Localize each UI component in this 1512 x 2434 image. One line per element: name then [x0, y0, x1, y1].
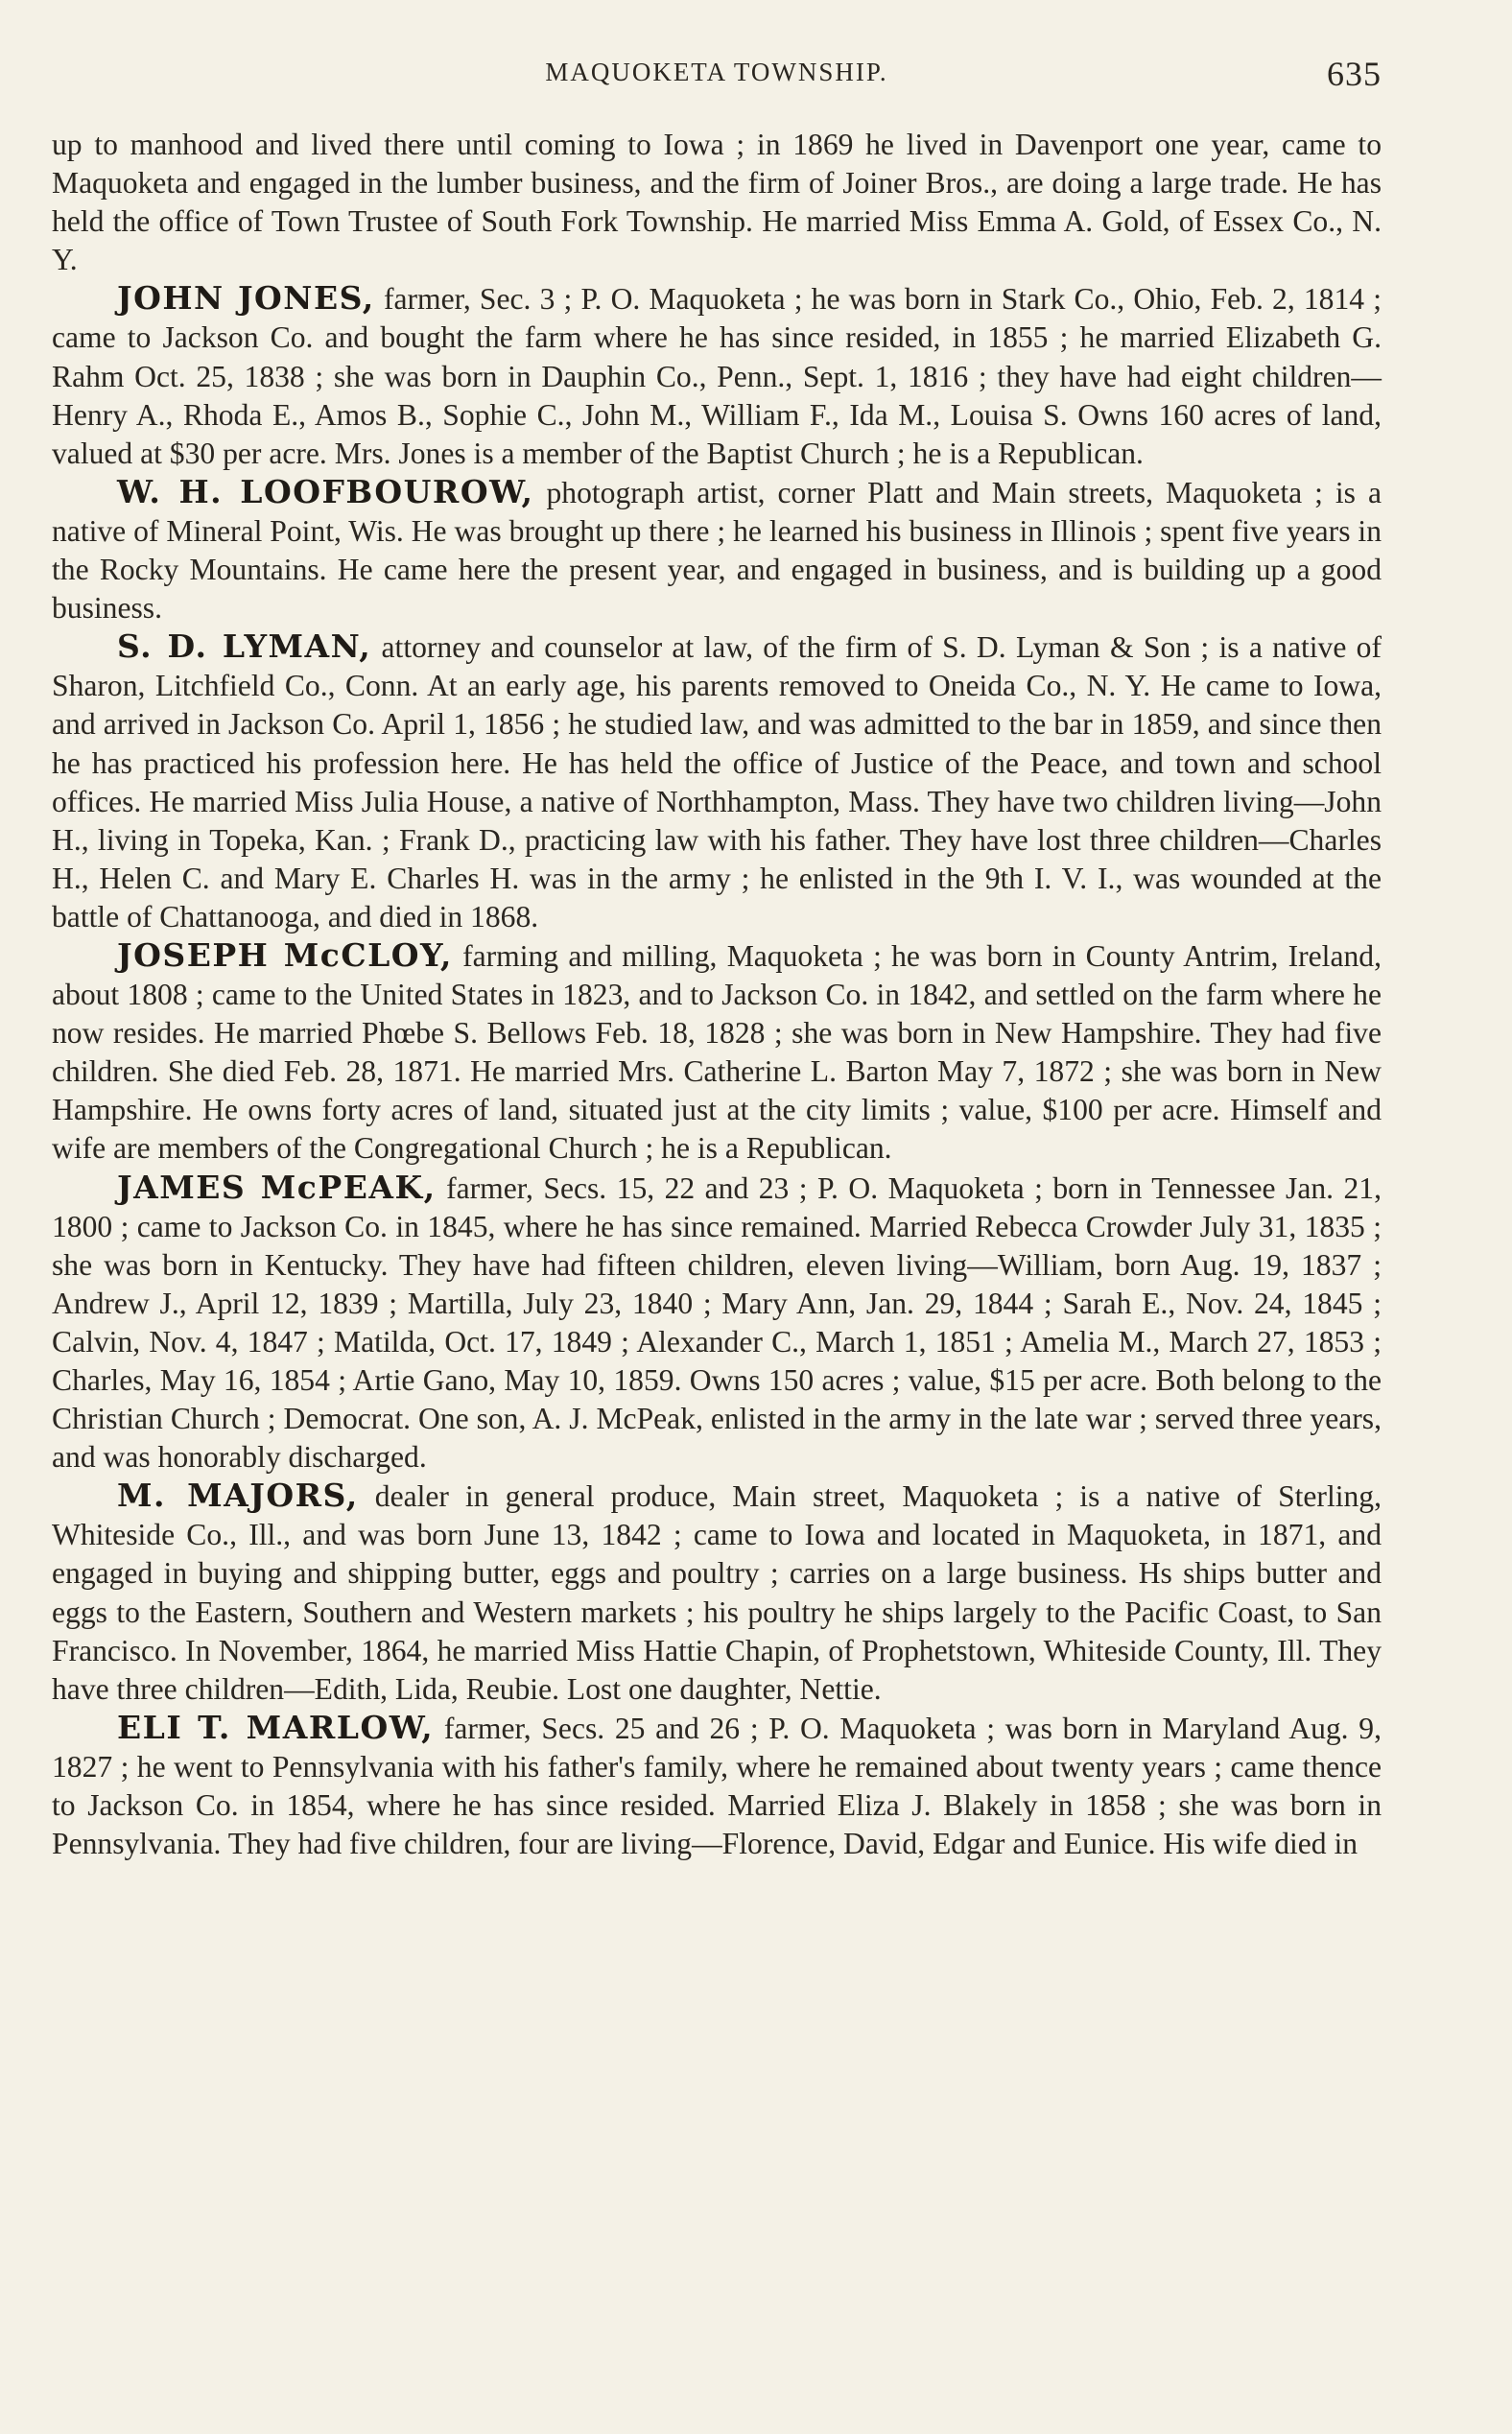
continuation-paragraph: up to manhood and lived there until coming to Iowa ; in 1869 he lived in Davenport one year, came to Maquoketa and engaged in the lumber business, and the firm of Joiner Bros., are doing a large trade. He has held the office of Town Trustee of South Fork Township. He married Miss Emma A. Gold, of Essex Co., N. Y.	[52, 128, 1382, 277]
biography-entry	[52, 279, 1382, 472]
entry-text: photograph artist, corner Platt and Main streets, Maquoketa ; is a native of Mineral Point, Wis. He was brought up there ; he learned his business in Illinois ; spent five years in the Rocky Mountains. He came here the present year, and engaged in business, and is building up a good business.	[52, 475, 1382, 626]
entry-text: farmer, Secs. 15, 22 and 23 ; P. O. Maquoketa ; born in Tennessee Jan. 21, 1800 ; came to Jackson Co. in 1845, where he has since remained. Married Rebecca Crowder July 31, 1835 ; she was born in Kentucky. They have had fifteen children, eleven living—William, born Aug. 19, 1837 ; Andrew J., April 12, 1839 ; Martilla, July 23, 1840 ; Mary Ann, Jan. 29, 1844 ; Sarah E., Nov. 24, 1845 ; Calvin, Nov. 4, 1847 ; Matilda, Oct. 17, 1849 ; Alexander C., March 1, 1851 ; Amelia M., March 27, 1853 ; Charles, May 16, 1854 ; Artie Gano, May 10, 1859. Owns 150 acres ; value, $15 per acre. Both belong to the Christian Church ; Democrat. One son, A. J. McPeak, enlisted in the army in the late war ; served three years, and was honorably discharged.	[52, 1170, 1382, 1475]
biography-entry	[52, 627, 1382, 936]
entry-text: farming and milling, Maquoketa ; he was born in County Antrim, Ireland, about 1808 ; came to the United States in 1823, and to Jackson Co. in 1842, and settled on the farm where he now resides. He married Phœbe S. Bellows Feb. 18, 1828 ; she was born in New Hampshire. They had five children. She died Feb. 28, 1871. He married Mrs. Catherine L. Barton May 7, 1872 ; she was born in New Hampshire. He owns forty acres of land, situated just at the city limits ; value, $100 per acre. Himself and wife are members of the Congregational Church ; he is a Republican.	[52, 938, 1382, 1166]
entry-name: ELI T. MARLOW,	[117, 1708, 435, 1746]
page-header	[52, 48, 1382, 102]
entry-name: JAMES McPEAK,	[117, 1168, 437, 1206]
biography-entry	[52, 473, 1382, 627]
entry-text: farmer, Secs. 25 and 26 ; P. O. Maquoketa ; was born in Maryland Aug. 9, 1827 ; he went to Pennsylvania with his father's family, where he remained about twenty years ; came thence to Jackson Co. in 1854, where he has since resided. Married Eliza J. Blakely in 1858 ; she was born in Pennsylvania. They had five children, four are living—Florence, David, Edgar and Eunice. His wife died in	[52, 1711, 1382, 1861]
biography-entry	[52, 1709, 1382, 1863]
entry-text: farmer, Sec. 3 ; P. O. Maquoketa ; he was born in Stark Co., Ohio, Feb. 2, 1814 ; came to Jackson Co. and bought the farm where he has since resided, in 1855 ; he married Elizabeth G. Rahm Oct. 25, 1838 ; she was born in Dauphin Co., Penn., Sept. 1, 1816 ; they have had eight children—Henry A., Rhoda E., Amos B., Sophie C., John M., William F., Ida M., Louisa S. Owns 160 acres of land, valued at $30 per acre. Mrs. Jones is a member of the Baptist Church ; he is a Republican.	[52, 282, 1382, 470]
entry-name: W. H. LOOFBOUROW,	[117, 472, 534, 510]
entry-name: JOSEPH McCLOY,	[117, 935, 453, 974]
entry-text: attorney and counselor at law, of the firm of S. D. Lyman & Son ; is a native of Sharon, Litchfield Co., Conn. At an early age, his parents removed to Oneida Co., N. Y. He came to Iowa, and arrived in Jackson Co. April 1, 1856 ; he studied law, and was admitted to the bar in 1859, and since then he has practiced his profession here. He has held the office of Justice of the Peace, and town and school offices. He married Miss Julia House, a native of Northhampton, Mass. They have two children living—John H., living in Topeka, Kan. ; Frank D., practicing law with his father. They have lost three children—Charles H., Helen C. and Mary E. Charles H. was in the army ; he enlisted in the 9th I. V. I., was wounded at the battle of Chattanooga, and died in 1868.	[52, 630, 1382, 933]
entry-name: S. D. LYMAN,	[117, 627, 372, 666]
biography-entry	[52, 1169, 1382, 1477]
entry-name: M. MAJORS,	[117, 1477, 359, 1515]
entry-name: JOHN JONES,	[117, 279, 375, 318]
running-title: MAQUOKETA TOWNSHIP.	[545, 58, 888, 86]
entry-text: dealer in general produce, Main street, Maquoketa ; is a native of Sterling, Whiteside Co., Ill., and was born June 13, 1842 ; came to Iowa and located in Maquoketa, in 1871, and engaged in buying and shipping butter, eggs and poultry ; carries on a large business. Hs ships butter and eggs to the Eastern, Southern and Western markets ; his poultry he ships largely to the Pacific Coast, to San Francisco. In November, 1864, he married Miss Hattie Chapin, of Prophetstown, Whiteside County, Ill. They have three children—Edith, Lida, Reubie. Lost one daughter, Nettie.	[52, 1479, 1382, 1706]
biography-entry	[52, 1477, 1382, 1709]
biography-entry	[52, 936, 1382, 1169]
text-body	[52, 126, 1382, 1863]
page-number: 635	[1327, 55, 1382, 93]
